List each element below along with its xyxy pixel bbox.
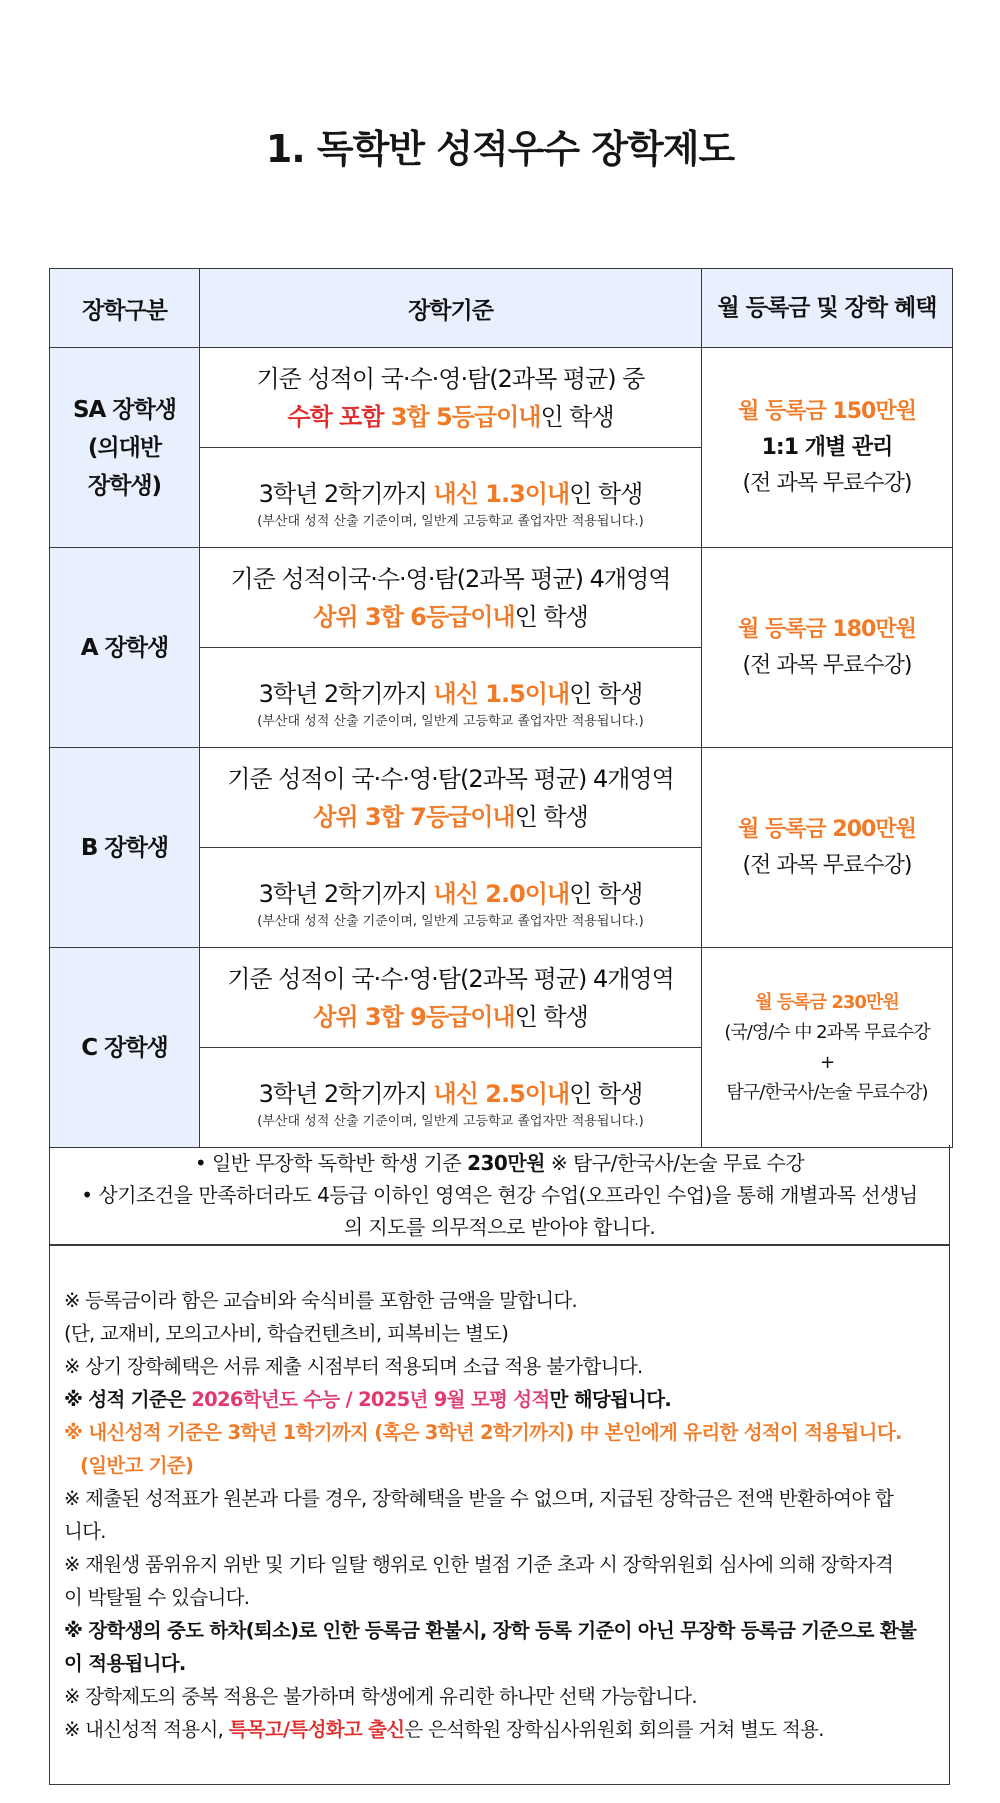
benefit-fee: 월 등록금 150만원 — [738, 398, 916, 424]
criteria-text: 인 학생 — [514, 802, 588, 831]
benefit-text: 탐구/한국사/논술 무료수강) — [726, 1081, 928, 1103]
note-line: 니다. — [64, 1520, 106, 1543]
category-label: A 장학생 — [80, 634, 169, 661]
criteria-gpa — [200, 1048, 702, 1148]
criteria-text: 인 학생 — [569, 479, 643, 508]
header-benefit-label: 월 등록금 및 장학 혜택 — [717, 295, 937, 321]
criteria-text: 인 학생 — [514, 602, 588, 631]
criteria-text: 3학년 2학기까지 — [258, 679, 434, 708]
header-category: 장학구분 — [50, 269, 200, 348]
criteria-highlight: 3합 5등급이내 — [390, 402, 541, 431]
benefit-sa — [702, 348, 953, 548]
table-row — [50, 548, 953, 648]
criteria-highlight-red: 수학 포함 — [287, 402, 391, 431]
note-text: ※ 성적 기준은 — [64, 1388, 192, 1411]
benefit-fee: 월 등록금 180만원 — [738, 616, 916, 642]
bullet-item: 의 지도를 의무적으로 받아야 합니다. — [343, 1215, 656, 1239]
benefit-c — [702, 948, 953, 1148]
criteria-gpa — [200, 648, 702, 748]
criteria-text: 3학년 2학기까지 — [258, 879, 434, 908]
note-text: 만 해당됩니다. — [549, 1388, 672, 1411]
benefit-b — [702, 748, 953, 948]
criteria-gpa — [200, 848, 702, 948]
note-text: ※ 내신성적 적용시, — [64, 1718, 229, 1741]
criteria-text: 기준 성적이국·수·영·탐(2과목 평균) 4개영역 — [230, 564, 671, 593]
criteria-exam — [200, 948, 702, 1048]
bullet-text: • 일반 무장학 독학반 학생 기준 — [194, 1151, 468, 1175]
note-line: ※ 장학제도의 중복 적용은 불가하며 학생에게 유리한 하나만 선택 가능합니다. — [64, 1685, 697, 1708]
header-benefit — [702, 269, 953, 348]
criteria-text: 인 학생 — [569, 1079, 643, 1108]
notes-box — [49, 1245, 950, 1785]
note-line: ※ 재원생 품위유지 위반 및 기타 일탈 행위로 인한 벌점 기준 초과 시 장학위원회 심사에 의해 장학자격 — [64, 1553, 894, 1576]
note-text: 은 은석학원 장학심사위원회 회의를 거쳐 별도 적용. — [404, 1718, 824, 1741]
category-c — [50, 948, 200, 1148]
criteria-note: (부산대 성적 산출 기준이며, 일반계 고등학교 졸업자만 적용됩니다.) — [257, 513, 644, 529]
note-line: ※ 등록금이라 함은 교습비와 숙식비를 포함한 금액을 말합니다. — [64, 1289, 578, 1312]
benefit-text: + — [819, 1051, 835, 1073]
category-label: (의대반 — [87, 434, 162, 461]
criteria-note: (부산대 성적 산출 기준이며, 일반계 고등학교 졸업자만 적용됩니다.) — [257, 713, 644, 729]
criteria-text: 기준 성적이 국·수·영·탐(2과목 평균) 4개영역 — [227, 964, 674, 993]
note-line: ※ 제출된 성적표가 원본과 다를 경우, 장학혜택을 받을 수 없으며, 지급된 장학금은 전액 반환하여야 합 — [64, 1487, 894, 1510]
criteria-highlight: 내신 1.3이내 — [433, 479, 570, 508]
criteria-text: 기준 성적이 국·수·영·탐(2과목 평균) 중 — [256, 364, 645, 393]
benefit-fee: 월 등록금 230만원 — [755, 991, 899, 1013]
criteria-exam — [200, 748, 702, 848]
note-line: (단, 교재비, 모의고사비, 학습컨텐츠비, 피복비는 별도) — [64, 1322, 509, 1345]
note-line: (일반고 기준) — [80, 1454, 194, 1477]
criteria-note: (부산대 성적 산출 기준이며, 일반계 고등학교 졸업자만 적용됩니다.) — [257, 913, 644, 929]
criteria-note: (부산대 성적 산출 기준이며, 일반계 고등학교 졸업자만 적용됩니다.) — [257, 1113, 644, 1129]
note-line: 이 박탈될 수 있습니다. — [64, 1586, 250, 1609]
benefit-text: (국/영/수 中 2과목 무료수강 — [724, 1021, 930, 1043]
benefit-text: (전 과목 무료수강) — [742, 652, 912, 678]
note-line — [64, 1713, 933, 1746]
criteria-highlight: 내신 2.5이내 — [433, 1079, 570, 1108]
note-highlight: 2026학년도 수능 / 2025년 9월 모평 성적 — [191, 1388, 550, 1411]
category-b — [50, 748, 200, 948]
note-line: ※ 상기 장학혜택은 서류 제출 시점부터 적용되며 소급 적용 불가합니다. — [64, 1355, 643, 1378]
bullet-highlight: 230만원 — [467, 1151, 545, 1175]
scholarship-table — [49, 268, 953, 1148]
bullet-notes — [49, 1145, 950, 1245]
category-sa — [50, 348, 200, 548]
table-header-row — [50, 269, 953, 348]
table-row — [50, 348, 953, 448]
benefit-a — [702, 548, 953, 748]
benefit-fee: 월 등록금 200만원 — [738, 816, 916, 842]
criteria-highlight: 상위 3합 9등급이내 — [313, 1002, 515, 1031]
note-line: ※ 장학생의 중도 하차(퇴소)로 인한 등록금 환불시, 장학 등록 기준이 아닌 무장학 등록금 기준으로 환불 — [64, 1619, 917, 1642]
category-label: B 장학생 — [80, 834, 169, 861]
table-row — [50, 748, 953, 848]
benefit-text: 1:1 개별 관리 — [761, 434, 893, 460]
category-a — [50, 548, 200, 748]
bullet-item — [50, 1147, 949, 1179]
benefit-text: (전 과목 무료수강) — [742, 852, 912, 878]
benefit-text: (전 과목 무료수강) — [742, 470, 912, 496]
bullet-item: • 상기조건을 만족하더라도 4등급 이하인 영역은 현강 수업(오프라인 수업)을 통해 개별과목 선생님 — [81, 1183, 918, 1207]
criteria-gpa — [200, 448, 702, 548]
note-highlight: 특목고/특성화고 출신 — [228, 1718, 405, 1741]
criteria-text: 3학년 2학기까지 — [258, 1079, 434, 1108]
bullet-text: ※ 탐구/한국사/논술 무료 수강 — [544, 1151, 805, 1175]
criteria-text: 인 학생 — [569, 679, 643, 708]
category-label: SA 장학생 — [72, 396, 177, 423]
criteria-text: 인 학생 — [540, 402, 614, 431]
category-label: 장학생) — [87, 472, 162, 499]
page-title: 1. 독학반 성적우수 장학제도 — [265, 127, 735, 171]
criteria-exam — [200, 348, 702, 448]
criteria-text: 3학년 2학기까지 — [258, 479, 434, 508]
note-line: 이 적용됩니다. — [64, 1652, 186, 1675]
note-line — [64, 1383, 933, 1416]
category-label: C 장학생 — [81, 1034, 168, 1061]
criteria-exam — [200, 548, 702, 648]
criteria-highlight: 상위 3합 6등급이내 — [313, 602, 515, 631]
criteria-highlight: 내신 1.5이내 — [433, 679, 570, 708]
criteria-highlight: 내신 2.0이내 — [433, 879, 570, 908]
table-row — [50, 948, 953, 1048]
criteria-text: 기준 성적이 국·수·영·탐(2과목 평균) 4개영역 — [227, 764, 674, 793]
criteria-text: 인 학생 — [514, 1002, 588, 1031]
criteria-highlight: 상위 3합 7등급이내 — [313, 802, 515, 831]
criteria-text: 인 학생 — [569, 879, 643, 908]
header-criteria: 장학기준 — [200, 269, 702, 348]
note-line: ※ 내신성적 기준은 3학년 1학기까지 (혹은 3학년 2학기까지) 中 본인에게 유리한 성적이 적용됩니다. — [64, 1421, 902, 1444]
